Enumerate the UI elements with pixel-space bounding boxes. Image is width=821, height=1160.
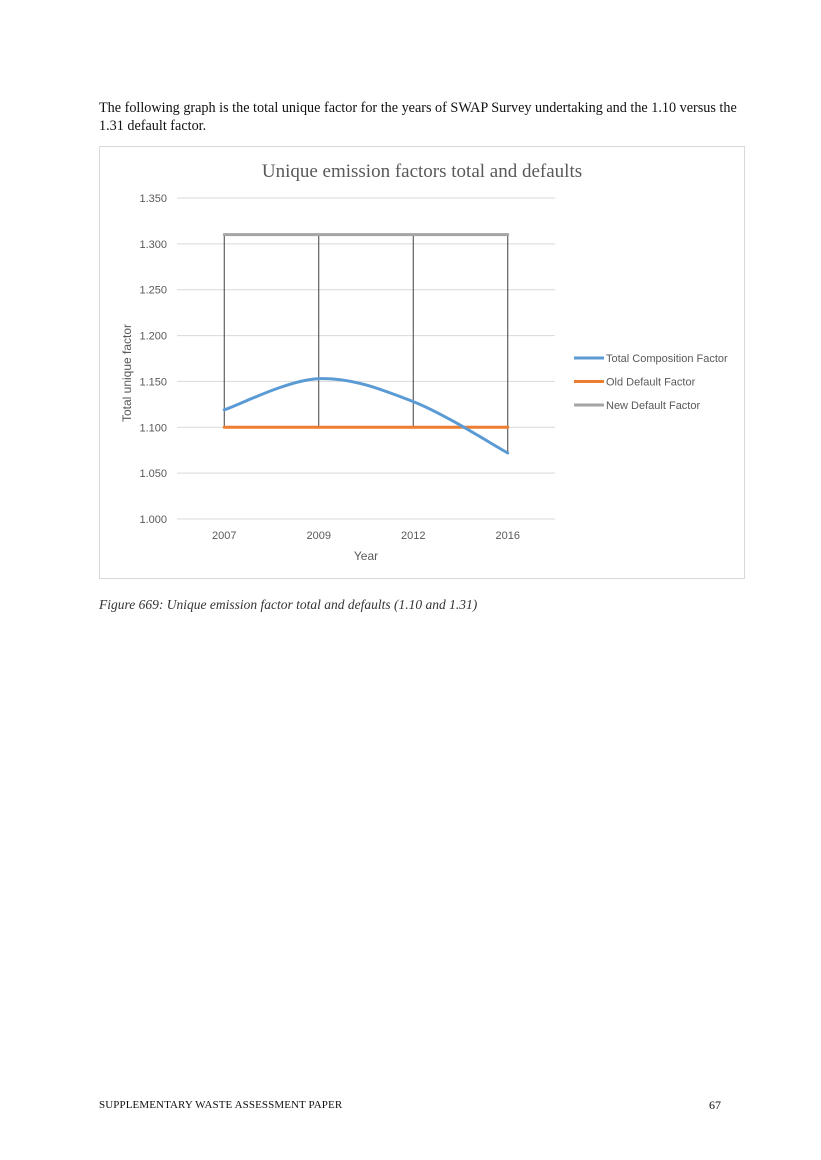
x-tick-label: 2012 [401, 530, 426, 542]
figure-caption: Figure 669: Unique emission factor total and defaults (1.10 and 1.31) [99, 597, 478, 612]
chart-title: Unique emission factors total and defaults [261, 161, 583, 182]
footer-title: SUPPLEMENTARY WASTE ASSESSMENT PAPER [99, 1099, 343, 1111]
series-lines [224, 235, 508, 453]
x-tick-labels [212, 530, 520, 542]
x-tick-label: 2016 [495, 530, 520, 542]
y-tick-labels [139, 193, 167, 526]
chart-svg [100, 147, 746, 580]
y-tick-label: 1.050 [139, 468, 167, 481]
legend-label-total-composition-factor: Total Composition Factor [606, 353, 728, 365]
x-tick-label: 2009 [306, 530, 331, 542]
y-axis-label: Total unique factor [120, 323, 134, 423]
high-low-lines [224, 235, 508, 453]
x-tick-label: 2007 [212, 530, 237, 542]
y-tick-label: 1.350 [139, 193, 167, 205]
legend-label-new-default-factor: New Default Factor [606, 400, 701, 412]
gridlines [177, 198, 555, 519]
y-tick-label: 1.000 [139, 514, 167, 526]
intro-paragraph: The following graph is the total unique factor for the years of SWAP Survey undertaking and the 1.10 versus the 1.31 default factor. [99, 100, 737, 134]
legend [574, 353, 728, 412]
y-tick-label: 1.150 [139, 376, 167, 389]
chart-container [99, 146, 745, 579]
y-tick-label: 1.300 [139, 238, 167, 251]
y-tick-label: 1.250 [139, 284, 167, 297]
series-line-total-composition-factor [224, 379, 508, 453]
x-axis-label: Year [353, 549, 379, 563]
legend-label-old-default-factor: Old Default Factor [606, 376, 696, 389]
page-number: 67 [709, 1098, 721, 1112]
y-tick-label: 1.200 [139, 330, 167, 343]
y-tick-label: 1.100 [139, 422, 167, 435]
